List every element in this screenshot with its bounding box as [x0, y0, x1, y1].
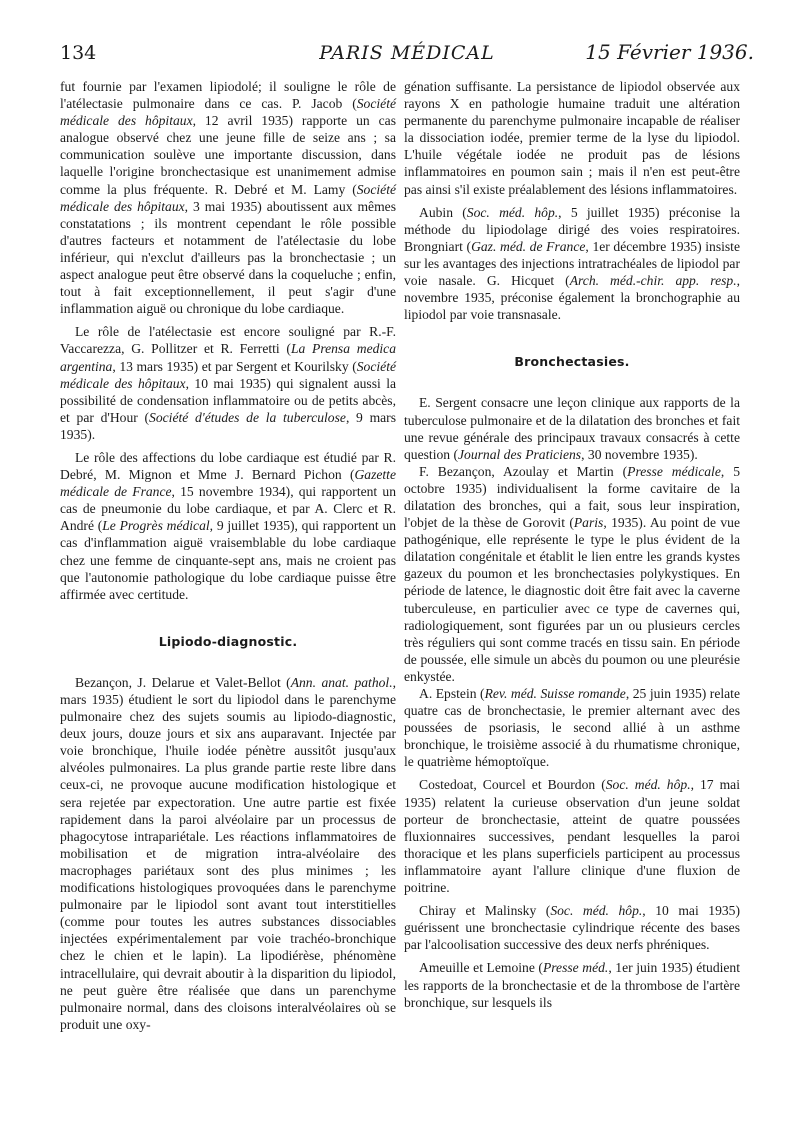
page-number: 134 — [60, 42, 97, 64]
paragraph: génation suffisante. La persistance de lipiodol observée aux rayons X en pathologie humaine traduit une altération permanente du parenchyme pulmonaire incapable de réaliser la dissociation iodée, premier terme de la lyse du lipiodol. L'huile végétale iodée ne produit pas de lésions inflammatoires en poumon sain ; mais il n'en est peut-être pas ainsi s'il existe préalablement des lésions inflammatoires. — [404, 79, 740, 197]
paragraph: Costedoat, Courcel et Bourdon (Soc. méd. hôp., 17 mai 1935) relatent la curieuse observation d'un jeune soldat porteur de bronchectasie, atteint de quatre poussées fluxionnaires successives, pendant lesquelles la paroi thoracique et les plans superficiels participent au processus inflammatoire ayant l'allure clinique d'une fluxion de poitrine. — [404, 777, 740, 896]
journal-title: PARIS MÉDICAL — [319, 42, 495, 64]
paragraph: Bezançon, J. Delarue et Valet-Bellot (Ann. anat. pathol., mars 1935) étudient le sort du lipiodol dans le parenchyme pulmonaire chez des sujets soumis au lipiodo-diagnostic, deux jours, douze jours et six ans auparavant. Injectée par voie bronchique, l'huile iodée pénètre aussitôt jusqu'aux alvéoles pulmonaires. La plus grande partie reste libre dans ceux-ci, ne provoque aucune modification histologique et sera rejetée par expectoration. Une autre partie est fixée rapidement dans la paroi alvéolaire par un processus de phagocytose intrapariétale. Les réactions inflammatoires de mobilisation et de migration intra-alvéolaire des macrophages pariétaux sont des plus minimes ; les modifications histologiques provoquées dans le parenchyme pulmonaire par le lipiodol sont avant tout interstitielles (comme pour toutes les autres substances dissociables injectées expérimentalement par voie trachéo-bronchique chez le chien et le lapin). La lipodiérèse, phénomène intracellulaire, qui devrait aboutir à la disparition du lipiodol, ne peut guère être réalisée que dans un parenchyme pulmonaire normal, dans des cloisons interalvéolaires où se produit une oxy- — [60, 674, 396, 1032]
paragraph: E. Sergent consacre une leçon clinique aux rapports de la tuberculose pulmonaire et de la dilatation des bronches et fait une revue générale des principaux travaux consacrés à cette question (Journal des Praticiens, 30 novembre 1935). — [404, 395, 740, 462]
left-column — [60, 78, 396, 1033]
paragraph: Chiray et Malinsky (Soc. méd. hôp., 10 mai 1935) guérissent une bronchectasie cylindrique récente des bases par l'alcoolisation successive des deux nerfs phréniques. — [404, 903, 740, 953]
issue-date: 15 Février 1936. — [585, 40, 754, 64]
section-heading: Bronchectasies. — [514, 354, 630, 370]
paragraph: fut fournie par l'examen lipiodolé; il souligne le rôle de l'atélectasie pulmonaire dans ce cas. P. Jacob (Société médicale des hôpitaux, 12 avril 1935) rapporte un cas analogue observé chez une jeune fille de seize ans ; sa communication soulève une importante discussion, dans laquelle l'origine bronchectasique est unanimement admise comme la plus fréquente. R. Debré et M. Lamy (Société médicale des hôpitaux, 3 mai 1935) aboutissent aux mêmes constatations ; ils montrent cependant le rôle possible d'autres facteurs et notamment de l'atélectasie du lobe inférieur, qui n'exclut d'ailleurs pas la bronchectasie ; un aspect analogue peut être observé dans la coqueluche ; enfin, tout à fait exceptionnellement, il peut s'agir d'une inflammation aiguë ou chronique du lobe cardiaque. — [60, 79, 396, 317]
page-header — [60, 40, 754, 70]
section-heading: Lipiodo-diagnostic. — [158, 633, 298, 649]
paragraph: Le rôle de l'atélectasie est encore souligné par R.-F. Vaccarezza, G. Pollitzer et R. Ferretti (La Prensa medica argentina, 13 mars 1935) et par Sergent et Kourilsky (Société médicale des hôpitaux, 10 mai 1935) qui signalent aussi la possibilité de condensation inflammatoire ou de petits abcès, et par d'Hour (Société d'études de la tuberculose, 9 mars 1935). — [60, 324, 397, 442]
right-column — [404, 78, 740, 1011]
paragraph: Aubin (Soc. méd. hôp., 5 juillet 1935) préconise la méthode du lipiodolage dirigé des voies respiratoires. Brongniart (Gaz. méd. de France, 1er décembre 1935) insiste sur les avantages des injections intratrachéales de lipiodol par voie nasale. G. Hicquet (Arch. méd.-chir. app. resp., novembre 1935, préconise également la bronchographie au lipiodol par voie transnasale. — [404, 204, 740, 323]
paragraph: Le rôle des affections du lobe cardiaque est étudié par R. Debré, M. Mignon et Mme J. Bernard Pichon (Gazette médicale de France, 15 novembre 1934), qui rapportent un cas de pneumonie du lobe cardiaque, et par A. Clerc et R. André (Le Progrès médical, 9 juillet 1935), qui rapportent un cas d'inflammation aiguë vraisemblable du lobe cardiaque chez une femme de cinquante-sept ans, mais ne croient pas que l'autonomie pathologique du lobe cardiaque puisse être affirmée avec certitude. — [60, 449, 396, 602]
paragraph: F. Bezançon, Azoulay et Martin (Presse médicale, 5 octobre 1935) individualisent la forme cavitaire de la dilatation des bronches, qui a fait, sous leur inspiration, l'objet de la thèse de Gorovit (Paris, 1935). Au point de vue pathogénique, elle représente le type le plus évident de la dilatation congénitale et établit le lien entre les grands kystes gazeux du poumon et les bronchectasies polykystiques. En période de latence, le diagnostic doit être fait avec la caverne tuberculeuse, en particulier avec ce type de cavernes qui, radiologiquement, sont figurées par un ou plusieurs cercles très réguliers qui sont comme tracés en tissu sain. En période de poussée, elle simule un abcès du poumon ou une pleurésie enkystée. — [404, 463, 740, 684]
paragraph: A. Epstein (Rev. méd. Suisse romande, 25 juin 1935) relate quatre cas de bronchectasie, le premier alternant avec des poussées de psoriasis, le second allié à un asthme bronchique, le troisième associé à du rhumatisme chronique, le quatrième hémoptoïque. — [404, 686, 740, 770]
paragraph: Ameuille et Lemoine (Presse méd., 1er juin 1935) étudient les rapports de la bronchectasie et de la thrombose de l'artère bronchique, sur lesquels ils — [404, 960, 740, 1010]
